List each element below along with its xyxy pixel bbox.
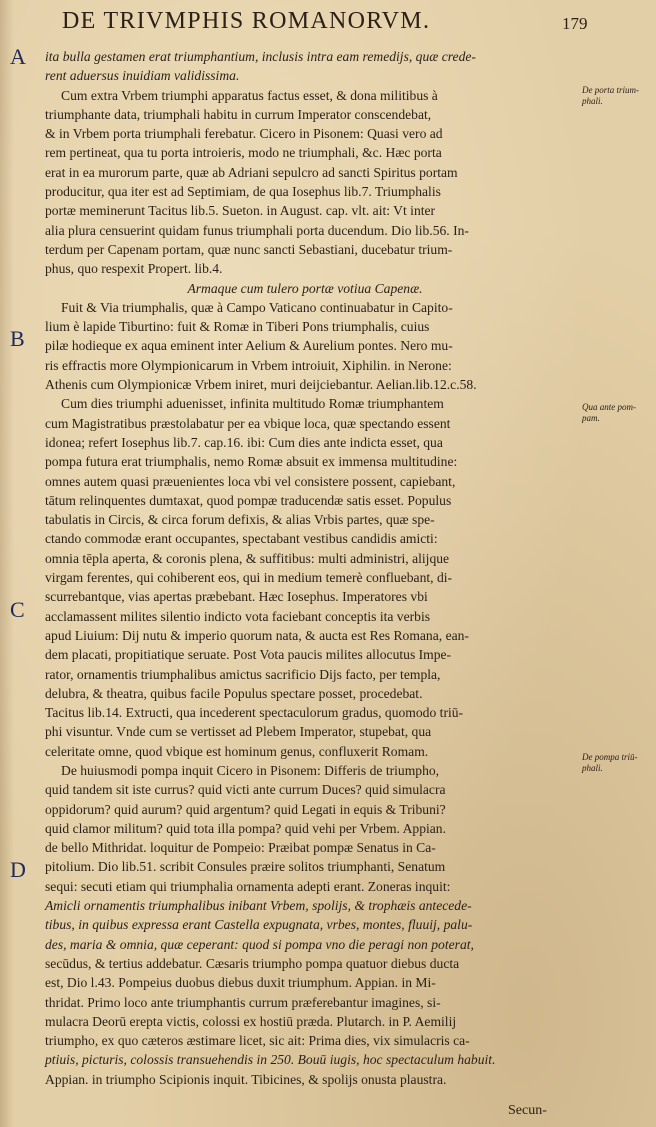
- text-line: tibus, in quibus expressa erant Castella expugnata, vrbes, montes, fluuij, palu-: [45, 917, 473, 933]
- text-line: rator, ornamentis triumphalibus amictus sacrificio Dijs facto, per templa,: [45, 666, 441, 682]
- text-line: triumpho, ex quo cæteros æstimare licet, sic ait: Prima dies, vix simulacris ca-: [45, 1033, 470, 1049]
- text-line: rem pertineat, qua tu porta introieris, modo ne triumphali, &c. Hæc porta: [45, 145, 442, 161]
- text-line: thridat. Primo loco ante triumphantis currum præferebantur imagines, si-: [45, 994, 441, 1010]
- text-line: pompa futura erat triumphalis, nemo Romæ absuit ex immensa multitudine:: [45, 454, 458, 470]
- text-line: idonea; refert Iosephus lib.7. cap.16. ibi: Cum dies ante indicta esset, qua: [45, 434, 443, 450]
- text-line: scurrebantque, vias apertas præbebant. Hæc Iosephus. Imperatores vbi: [45, 589, 428, 605]
- text-line: erat in ea murorum parte, quæ ab Adriani sepulcro ad sancti Spiritus portam: [45, 164, 458, 180]
- text-line: De huiusmodi pompa inquit Cicero in Pisonem: Differis de triumpho,: [61, 762, 440, 778]
- text-line: virgam ferentes, qui cohiberent eos, qui in medium temerè confluebant, di-: [45, 570, 453, 586]
- text-line: des, maria & omnia, quæ ceperant: quod si pompa vno die peragi non poterat,: [45, 936, 474, 952]
- text-line: Cum extra Vrbem triumphi apparatus factus esset, & dona militibus à: [61, 87, 438, 103]
- body-text: [45, 47, 565, 1089]
- text-line: Athenis cum Olympionicæ Vrbem iniret, muri deijciebantur. Aelian.lib.12.c.58.: [45, 377, 477, 393]
- page-number: 179: [562, 14, 588, 33]
- text-line: sequi: secuti etiam qui triumphalia ornamenta adepti erant. Zoneras inquit:: [45, 878, 451, 894]
- text-line: Fuit & Via triumphalis, quæ à Campo Vaticano continuabatur in Capito-: [61, 299, 453, 315]
- text-line: oppidorum? quid aurum? quid argentum? quid Legati in equis & Tribuni?: [45, 801, 446, 817]
- side-note-ante-pompam: Qua ante pom- pam.: [582, 402, 636, 423]
- text-line: pilæ hodieque ex aqua eminent inter Aelium & Aurelium pontes. Nero mu-: [45, 338, 453, 354]
- text-line: quid clamor militum? quid tota illa pompa? quid vehi per Vrbem. Appian.: [45, 820, 447, 836]
- running-title: DE TRIVMPHIS ROMANORVM.: [62, 8, 431, 34]
- text-line: tātum relinquentes dumtaxat, quod pompæ traducendæ satis esset. Populus: [45, 492, 452, 508]
- text-line: ris effractis more Olympionicarum in Vrbem introiuit, Xiphilin. in Nerone:: [45, 357, 452, 373]
- text-line: omnes autem quasi præuenientes loca vbi vel consistere possent, capiebant,: [45, 473, 456, 489]
- text-line: secūdus, & tertius addebatur. Cæsaris triumpho pompa quatuor diebus ducta: [45, 955, 460, 971]
- text-line: ctando commodæ erant occupantes, spectabant vestibus candidis amicti:: [45, 531, 438, 547]
- text-line: terdum per Capenam portam, quæ nunc sancti Sebastiani, ducebatur trium-: [45, 241, 453, 257]
- text-line: alia plura censuerint quidam funus triumphali porta ducendum. Dio lib.56. In-: [45, 222, 469, 238]
- running-header: [0, 8, 656, 42]
- text-line: phi visuntur. Vnde cum se vertisset ad Plebem Imperator, stupebat, qua: [45, 724, 432, 740]
- text-line: ptiuis, picturis, colossis transuehendis in 250. Bouū iugis, hoc spectaculum habuit.: [45, 1052, 496, 1068]
- text-line: est, Dio l.43. Pompeius duobus diebus duxit triumphum. Appian. in Mi-: [45, 975, 436, 991]
- text-line: portæ meminerunt Tacitus lib.5. Sueton. in August. cap. vlt. ait: Vt inter: [45, 203, 436, 219]
- text-line: cum Magistratibus præstolabatur per ea vbique loca, quæ spectando essent: [45, 415, 451, 431]
- text-line: Cum dies triumphi aduenisset, infinita multitudo Romæ triumphantem: [61, 396, 444, 412]
- text-line: tabulatis in Circis, & circa forum defixis, & alias Vrbis partes, quæ spe-: [45, 512, 435, 528]
- text-line: rent aduersus inuidiam validissima.: [45, 68, 240, 84]
- text-line: pitolium. Dio lib.51. scribit Consules præire solitos triumphanti, Senatum: [45, 859, 446, 875]
- margin-letter-b: B: [10, 326, 25, 351]
- margin-letter-a: A: [10, 44, 26, 69]
- text-line: mulacra Deorū erepta victis, colossi ex hostiū præda. Plutarch. in P. Aemilij: [45, 1013, 457, 1029]
- text-line: Amicli ornamentis triumphalibus inibant Vrbem, spolijs, & trophæis antecede-: [45, 898, 472, 914]
- text-line: omnia tēpla aperta, & coronis plena, & suffitibus: multi administri, alijque: [45, 550, 450, 566]
- text-line: Tacitus lib.14. Extructi, qua incederent spectaculorum gradus, quomodo triū-: [45, 705, 464, 721]
- text-line: Appian. in triumpho Scipionis inquit. Tibicines, & spolijs onusta plaustra.: [45, 1071, 447, 1087]
- margin-letter-d: D: [10, 857, 26, 882]
- side-note-porta: De porta trium- phali.: [582, 85, 639, 106]
- text-line: & in Vrbem porta triumphali ferebatur. Cicero in Pisonem: Quasi vero ad: [45, 126, 443, 142]
- text-line: ita bulla gestamen erat triumphantium, inclusis intra eam remedijs, quæ crede-: [45, 49, 476, 64]
- text-line: lium è lapide Tiburtino: fuit & Romæ in Tiberi Pons triumphalis, cuius: [45, 319, 430, 335]
- text-line: phus, quo respexit Propert. lib.4.: [45, 261, 223, 277]
- margin-letter-c: C: [10, 597, 25, 622]
- text-line: de bello Mithridat. loquitur de Pompeio: Præibat pompæ Senatus in Ca-: [45, 840, 436, 856]
- text-line: apud Liuium: Dij nutu & imperio quorum nata, & aucta est Res Romana, ean-: [45, 627, 469, 643]
- text-line: delubra, & theatra, quibus facile Populus spectare posset, procedebat.: [45, 685, 423, 701]
- text-line: quid tandem sit iste currus? quid victi ante currum Duces? quid simulacra: [45, 782, 446, 798]
- text-line: dem placati, propitiatique seruate. Post Vota paucis milites allocutus Impe-: [45, 647, 452, 663]
- text-line: acclamassent milites silentio indicto vota faciebant conceptis ita verbis: [45, 608, 431, 624]
- text-line: triumphante data, triumphali habitu in currum Imperator conscendebat,: [45, 106, 432, 122]
- text-line: celeritate omne, quod vbique est hominum genus, confluxerit Romam.: [45, 743, 429, 759]
- side-note-pompa: De pompa triū- phali.: [582, 752, 638, 773]
- verse-line: Armaque cum tulero portæ votiua Capenæ.: [187, 280, 423, 296]
- text-line: producitur, qua iter est ad Septimiam, de qua Iosephus lib.7. Triumphalis: [45, 184, 441, 200]
- catchword: Secun-: [508, 1103, 547, 1118]
